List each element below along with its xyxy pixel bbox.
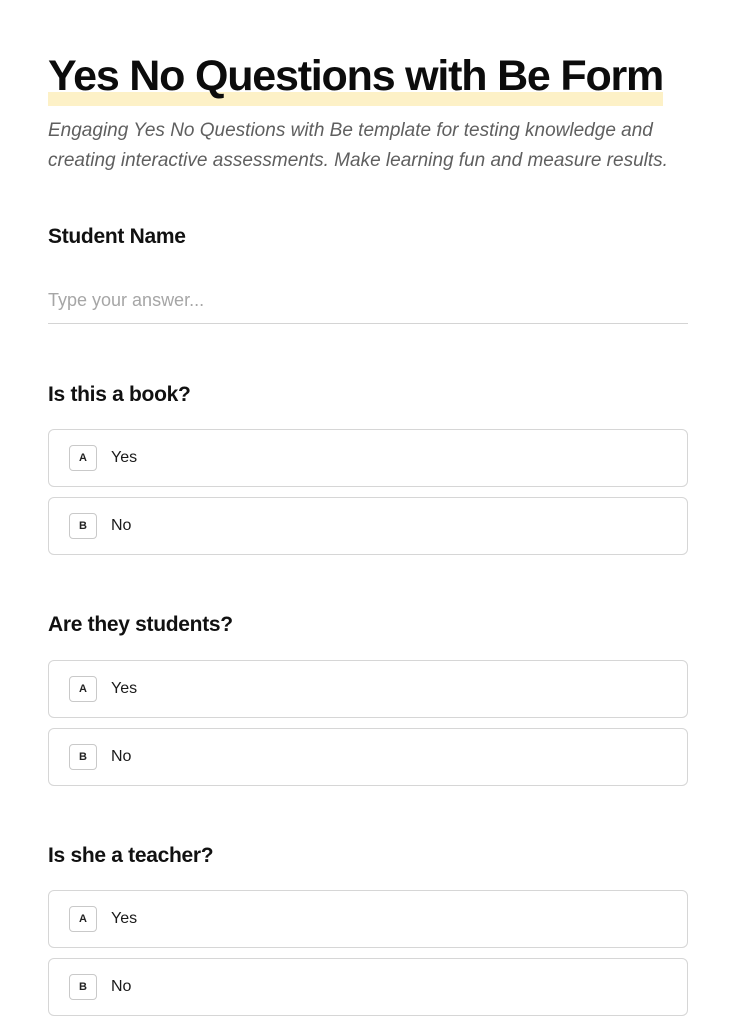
option-yes[interactable]	[48, 890, 688, 948]
option-key-badge: A	[69, 906, 97, 932]
option-key-badge: B	[69, 744, 97, 770]
option-yes[interactable]	[48, 660, 688, 718]
option-label: No	[111, 748, 132, 765]
form-title: Yes No Questions with Be Form	[48, 52, 664, 100]
student-name-input[interactable]	[48, 278, 688, 324]
question-label: Is she a teacher?	[48, 844, 214, 867]
option-key-badge: B	[69, 513, 97, 539]
student-name-label: Student Name	[48, 225, 186, 248]
option-label: Yes	[111, 680, 138, 697]
form-description: Engaging Yes No Questions with Be template for testing knowledge and creating interactive assessments. Make learning fun and measure results.	[48, 120, 668, 171]
option-no[interactable]	[48, 958, 688, 1016]
option-label: No	[111, 978, 132, 995]
option-key-badge: B	[69, 974, 97, 1000]
option-no[interactable]	[48, 728, 688, 786]
question-label: Are they students?	[48, 613, 233, 636]
question-label: Is this a book?	[48, 383, 191, 406]
option-key-badge: A	[69, 445, 97, 471]
option-label: No	[111, 517, 132, 534]
option-label: Yes	[111, 449, 138, 466]
form-title-wrapper	[48, 52, 663, 100]
option-no[interactable]	[48, 497, 688, 555]
option-yes[interactable]	[48, 429, 688, 487]
option-label: Yes	[111, 910, 138, 927]
option-key-badge: A	[69, 676, 97, 702]
